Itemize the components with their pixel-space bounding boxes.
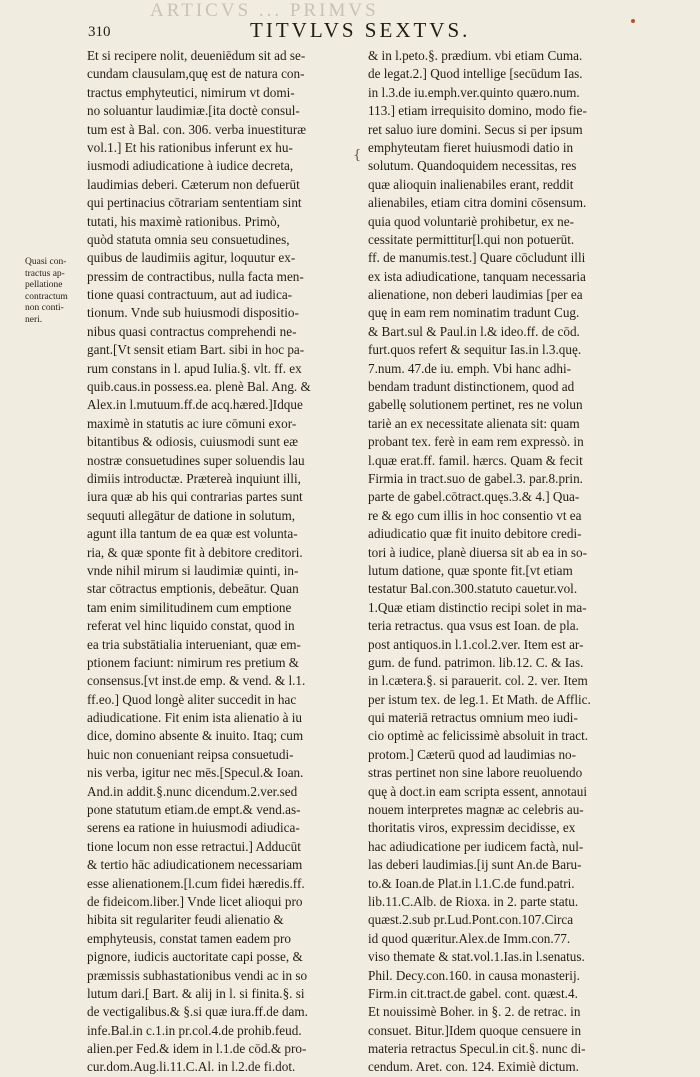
text-line: quia quod voluntariè prohibetur, ex ne- [368,213,575,229]
text-line: parte de gabel.cōtract.quęs.3.& 4.] Qua- [368,489,580,505]
text-line: consensus.[vt inst.de emp. & vend. & l.1. [87,673,306,689]
text-line: 113.] etiam irrequisito domino, modo fie- [368,103,587,119]
text-line: solutum. Quandoquidem necessitas, res [368,158,577,174]
text-line: ret saluo iure domini. Secus si per ipsum [368,121,583,137]
text-line: vol.1.] Et his rationibus inferunt ex hu- [87,139,293,155]
text-line: cessitate permittitur[l.qui non potuerūt. [368,231,575,247]
text-line: furt.quos refert & sequitur Ias.in l.3.quę. [368,342,582,358]
text-line: dice, domino absente & inuito. Itaq; cum [87,728,304,744]
text-line: emphyteusis, constat tamen eadem pro [87,930,291,946]
text-line: consuet. Bitur.]Idem quoque censuere in [368,1022,582,1038]
marginal-note-line: contractum [25,291,68,302]
text-line: testatur Bal.con.300.statuto cauetur.vol. [368,581,578,597]
marginal-note-line: tractus ap- [25,268,65,279]
text-line: iura quæ ab his qui contrarias partes sunt [87,489,303,505]
marginal-note-line: Quasi con- [25,257,67,267]
text-line: to.& Ioan.de Plat.in l.1.C.de fund.patri. [368,875,575,891]
text-line: pone statutum etiam.de empt.& vend.as- [87,802,301,818]
text-line: quib.caus.in possess.ea. plenè Bal. Ang. & [87,379,311,395]
text-line: ria, & quæ sponte fit à debitore creditori. [87,544,303,560]
text-line: adiudicatio quæ fit inuito debitore credi- [368,526,582,542]
running-title: TITVLVS SEXTVS. [250,18,471,42]
text-line: gum. de fund. patrimon. lib.12. C. & Ias. [368,654,584,670]
text-line: tutati, his maximè rationibus. Primò, [87,213,281,229]
text-line: & Bart.sul & Paul.in l.& ideo.ff. de cōd. [368,323,580,339]
text-line: tariè an ex necessitate alienata sit: quam [368,415,580,431]
text-line: nibus quasi contractus comprehendi ne- [87,323,297,339]
text-line: de legat.2.] Quod intellige [secūdum Ias. [368,66,583,82]
text-line: Alex.in l.mutuum.ff.de acq.hæred.]Idque [87,397,303,413]
text-line: gant.[Vt sensit etiam Bart. sibi in hoc pa- [87,342,305,358]
text-line: Et nouissimè Boher. in §. 2. de retrac. in [368,1004,581,1020]
text-line: gabellę solutionem pertinet, res ne volun [368,397,583,413]
text-line: de vectigalibus.& §.si quæ iura.ff.de dam. [87,1004,308,1020]
marginal-note [25,257,83,327]
text-line: tam enim similitudinem cum emptione [87,599,292,615]
text-line: de fideicom.liber.] Vnde licet alioqui pro [87,893,303,909]
text-line: quæ alioquin inalienabiles erant, reddit [368,176,574,192]
text-line: no soluantur laudimiæ.[ita doctè consul- [87,103,300,119]
text-line: ex ista adiudicatione, tanquam necessaria [368,268,586,284]
text-line: referat vel hinc liquido constat, quod in [87,618,295,634]
text-line: alienatione, non deberi laudimias [per ea [368,287,583,303]
text-line: quæst.2.sub pr.Lud.Pont.con.107.Circa [368,912,574,928]
text-line: l.quæ erat.ff. famil. hærcs. Quam & fecit [368,452,583,468]
text-line: protom.] Cæterū quod ad laudimias no- [368,746,577,762]
text-line: nis verba, igitur nec mēs.[Specul.& Ioan. [87,765,304,781]
text-line: infe.Bal.in c.1.in pr.col.4.de prohib.feud. [87,1022,302,1038]
margin-bracket-mark: { [353,148,362,163]
text-line: re & ego cum illis in hoc consentio vt ea [368,507,582,523]
text-line: huic non conueniant reipsa consuetudi- [87,746,294,762]
text-line: bendam tradunt distinctionem, quod ad [368,379,575,395]
text-line: lib.11.C.Alb. de Rioxa. in 2. parte statu. [368,893,579,909]
text-line: teria retractus. qua vsus est Ioan. de pla. [368,618,579,634]
page-header [0,18,700,48]
text-line: Et si recipere nolit, deueniēdum sit ad se- [87,48,306,63]
text-line: tum est à Bal. con. 306. verba inuestituræ [87,121,307,137]
marginal-note-line: non conti- [25,303,64,314]
text-line: in l.3.de iu.emph.ver.quinto quæro.num. [368,84,580,100]
text-line: & tertio hāc adiudicationem necessariam [87,857,303,873]
marginal-note-line: neri. [25,314,43,325]
text-line: pignore, iudicis auctoritate capi posse, & [87,949,303,965]
text-line: probant tex. ferè in eam rem expressò. in [368,434,584,450]
text-line: ea tria substātialia interueniant, quæ em- [87,636,301,652]
text-line: Phil. Decy.con.160. in causa monasterij. [368,967,580,983]
text-line: & in l.peto.§. prædium. vbi etiam Cuma. [368,48,583,63]
text-line: esse alienationem.[l.cum fidei hæredis.ff. [87,875,305,891]
text-line: 1.Quæ etiam distinctio recipi solet in ma- [368,599,587,615]
text-line: quibus de laudimiis agitur, loquutur ex- [87,250,296,266]
text-line: ff. de manumis.test.] Quare cōcludunt illi [368,250,586,266]
text-line: Firm.in cit.tract.de gabel. cont. quæst.4. [368,985,578,1001]
text-line: id quod quæritur.Alex.de Imm.con.77. [368,930,571,946]
bleed-through-text: ARTICVS ... PRIMVS [150,0,379,21]
text-line: Firmia in tract.suo de gabel.3. par.8.prin. [368,470,583,486]
text-line: las deberi laudimias.[ij sunt An.de Baru- [368,857,582,873]
text-line: And.in addit.§.nunc dicendum.2.ver.sed [87,783,298,799]
text-line: cio optimè ac felicissimè absoluit in tract. [368,728,589,744]
text-line: tionum. Vnde sub huiusmodi dispositio- [87,305,299,321]
text-line: ptionem faciunt: nimirum res pretium & [87,654,300,670]
text-line: præmissis subhastationibus vendi ac in so [87,967,308,983]
text-line: per istum tex. de leg.1. Et Math. de Afflic. [368,691,591,707]
text-line: nouem interpretes magnæ ac celebris au- [368,802,584,818]
text-line: cur.dom.Aug.li.11.C.Al. in l.2.de fi.dot. [87,1059,296,1075]
text-line: rum constans in l. apud Iulia.§. vlt. ff. ex [87,360,302,376]
right-text-column [368,47,634,1077]
page-number: 310 [88,24,111,40]
text-line: alien.per Fed.& idem in l.1.de cōd.& pro- [87,1041,307,1057]
text-line: cundam clausulam,quę est de natura con- [87,66,305,82]
text-line: emphyteutam fieret huiusmodi datio in [368,139,574,155]
text-line: serens ea ratione in huiusmodi adiudica- [87,820,300,836]
text-line: tione locum non esse retractui.] Adducūt [87,838,301,854]
text-line: nostræ consuetudines super soluendis lau [87,452,305,468]
text-line: cendum. Aret. con. 124. Eximiè dictum. [368,1059,579,1075]
text-line: iusmodi adiudicatione à iudice decreta, [87,158,294,174]
text-line: materia retractus Specul.in cit.§. nunc di- [368,1041,586,1057]
text-line: hac adiudicatione per iudicem factà, nul- [368,838,584,854]
text-line: post antiquos.in l.1.col.2.ver. Item est ar- [368,636,584,652]
text-line: dimiis introductæ. Prætereà inquiunt illi, [87,470,301,486]
text-line: stras pertinet non sine labore reuoluendo [368,765,583,781]
text-line: qui materiā retractus omnium meo iudi- [368,710,578,726]
text-line: quę à doct.in eam scripta essent, annotaui [368,783,587,799]
text-line: in l.cætera.§. si parauerit. col. 2. ver. Item [368,673,588,689]
left-text-column [87,47,363,1077]
text-line: ff.eo.] Quod longè aliter succedit in hac [87,691,297,707]
text-line: thoritatis viros, expressim decidisse, ex [368,820,576,836]
text-line: bitantibus & odiosis, cuiusmodi sunt eæ [87,434,299,450]
text-line: hibita sit regulariter feudi alienatio & [87,912,284,928]
text-line: tori à iudice, planè diuersa sit ab ea in so- [368,544,587,560]
text-line: tractus emphyteutici, nimirum vt domi- [87,84,295,100]
text-line: laudimias deberi. Cæterum non defuerūt [87,176,300,192]
text-line: lutum dari.[ Bart. & alij in l. si finita.§. si [87,985,305,1001]
text-line: pressim de contractibus, nulla facta men- [87,268,304,284]
text-line: maximè in statutis ac iure cōmuni exor- [87,415,297,431]
text-line: star cōtractus emptionis, debeātur. Quan [87,581,299,597]
text-line: qui pertinacius cōtrariam sententiam sint [87,195,302,211]
text-line: tione quasi contractuum, aut ad iudica- [87,287,293,303]
text-line: quòd statuta omnia seu consuetudines, [87,231,290,247]
text-line: quę in eam rem nominatim tradunt Cug. [368,305,580,321]
text-line: viso themate & stat.vol.1.Ias.in l.senatus. [368,949,585,965]
text-line: sequuti allegātur de datione in solutum, [87,507,296,523]
text-line: 7.num. 47.de iu. emph. Vbi hanc adhi- [368,360,572,376]
marginal-note-line: pellatione [25,280,63,291]
text-line: agunt illa tantum de ea quæ est volunta- [87,526,298,542]
text-line: alienabiles, etiam citra domini cōsensum. [368,195,587,211]
text-line: vnde nihil mirum si laudimiæ quinti, in- [87,562,299,578]
text-line: adiudicatione. Fit enim ista alienatio à iu [87,710,302,726]
text-line: lutum datione, quæ sponte fit.[vt etiam [368,562,573,578]
